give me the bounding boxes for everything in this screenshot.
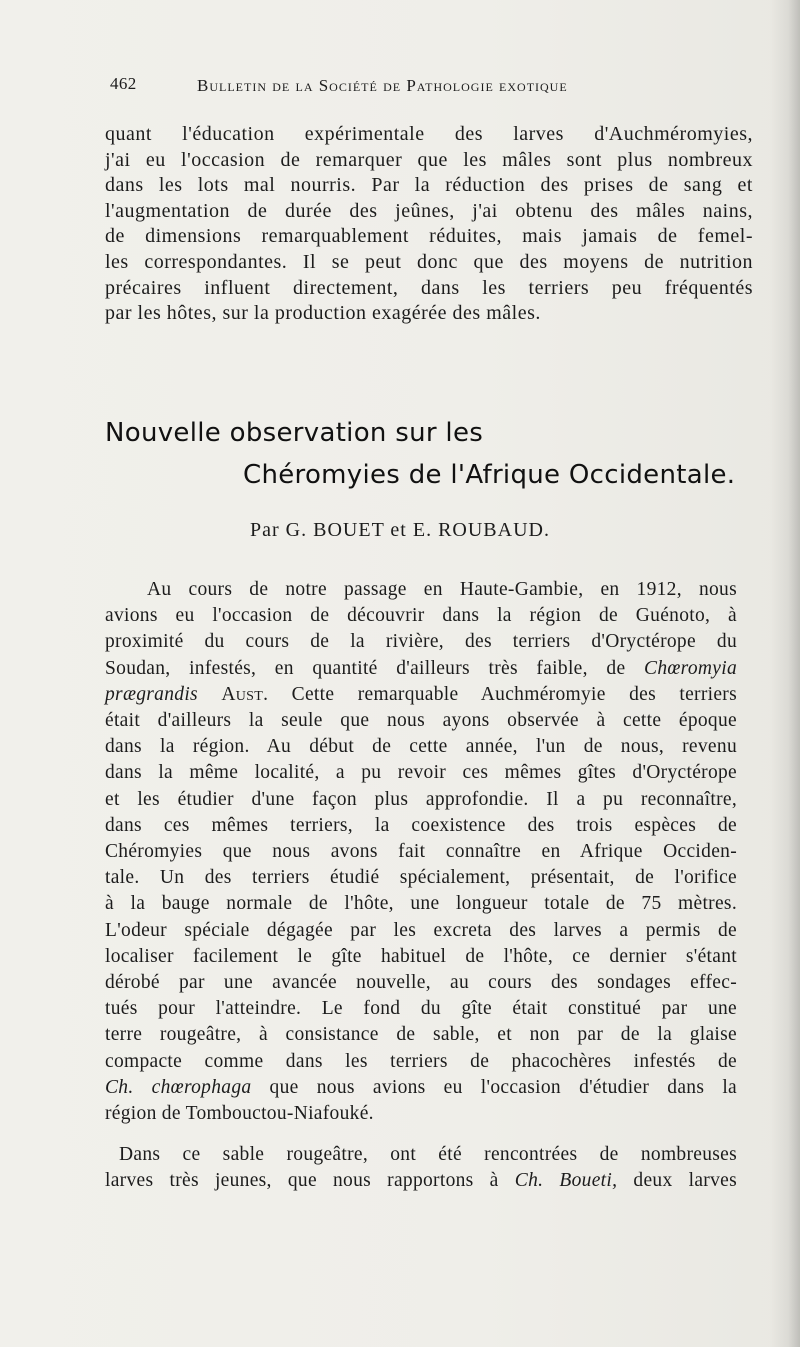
text-line: par les hôtes, sur la production exagérée des mâles. — [105, 302, 541, 325]
text-line: dans les lots mal nourris. Par la réduction des prises de sang et — [105, 174, 753, 197]
text-line: dérobé par une avancée nouvelle, au cours des sondages effec- — [105, 972, 737, 994]
text-line: terre rougeâtre, à consistance de sable, et non par de la glaise — [105, 1024, 737, 1046]
species-name: Ch. Boueti, — [514, 1170, 618, 1192]
text-line: localiser facilement le gîte habituel de l'hôte, ce dernier s'étant — [105, 945, 737, 967]
text-line: Soudan, infestés, en quantité d'ailleurs très faible, de Chœromyia — [105, 657, 737, 679]
text-line: prægrandis Aust. Cette remarquable Auchméromyie des terriers — [105, 683, 737, 705]
text-line: Ch. chœrophaga que nous avions eu l'occasion d'étudier dans la — [105, 1076, 738, 1098]
text-line: avions eu l'occasion de découvrir dans la région de Guénoto, à — [105, 605, 737, 627]
text-line: l'augmentation de durée des jeûnes, j'ai obtenu des mâles nains, — [105, 199, 753, 222]
body-paragraph-1 — [105, 577, 737, 1127]
text-line: et les étudier d'une façon plus approfondie. Il a pu reconnaître, — [105, 788, 737, 810]
text-line: tale. Un des terriers étudié spécialement, présentait, de l'orifice — [105, 867, 737, 889]
species-name: Ch. chœrophaga — [105, 1076, 252, 1098]
text-line: Chéromyies que nous avons fait connaître en Afrique Occiden- — [105, 841, 737, 863]
text-line: les correspondantes. Il se peut donc que des moyens de nutrition — [105, 250, 753, 273]
running-head — [110, 74, 750, 100]
text-line: région de Tombouctou-Niafouké. — [105, 1103, 374, 1125]
text-line: Au cours de notre passage en Haute-Gambie, en 1912, nous — [147, 579, 737, 600]
species-name: Chœromyia — [644, 657, 737, 679]
page-number: 462 — [110, 74, 137, 93]
text-line: précaires influent directement, dans les terriers peu fréquentés — [105, 276, 753, 299]
species-name: prægrandis — [105, 683, 198, 705]
text-line: dans ces mêmes terriers, la coexistence des trois espèces de — [105, 814, 737, 836]
text-line: quant l'éducation expérimentale des larves d'Auchméromyies, — [105, 123, 753, 145]
text-line: compacte comme dans les terriers de phacochères infestés de — [105, 1050, 737, 1072]
text-line: L'odeur spéciale dégagée par les excreta des larves a permis de — [105, 919, 737, 941]
text-line: larves très jeunes, que nous rapportons à Ch. Boueti, deux larves — [105, 1170, 737, 1192]
text-line: Dans ce sable rougeâtre, ont été rencontrées de nombreuses — [119, 1144, 737, 1165]
byline: Par G. BOUET et E. ROUBAUD. — [250, 519, 550, 541]
author-abbrev: Aust. — [221, 683, 269, 705]
text-line: dans la même localité, a pu revoir ces mêmes gîtes d'Oryctérope — [105, 762, 737, 784]
page-edge-shadow — [770, 0, 800, 1347]
text-line: à la bauge normale de l'hôte, une longueur totale de 75 mètres. — [105, 893, 737, 915]
article-title-line-1: Nouvelle observation sur les — [105, 418, 484, 448]
text-line: j'ai eu l'occasion de remarquer que les mâles sont plus nombreux — [105, 148, 753, 171]
text-line: proximité du cours de la rivière, des terriers d'Oryctérope du — [105, 631, 737, 653]
text-line: dans la région. Au début de cette année, l'un de nous, revenu — [105, 736, 737, 758]
body-paragraph-2 — [105, 1142, 737, 1194]
intro-paragraph — [105, 122, 753, 327]
text-line: était d'ailleurs la seule que nous ayons observée à cette époque — [105, 710, 737, 732]
journal-title: Bulletin de la Société de Pathologie exotique — [197, 76, 568, 95]
text-line: tués pour l'atteindre. Le fond du gîte était constitué par une — [105, 998, 737, 1020]
article-title-line-2: Chéromyies de l'Afrique Occidentale. — [243, 460, 736, 490]
text-line: de dimensions remarquablement réduites, mais jamais de femel- — [105, 225, 753, 248]
